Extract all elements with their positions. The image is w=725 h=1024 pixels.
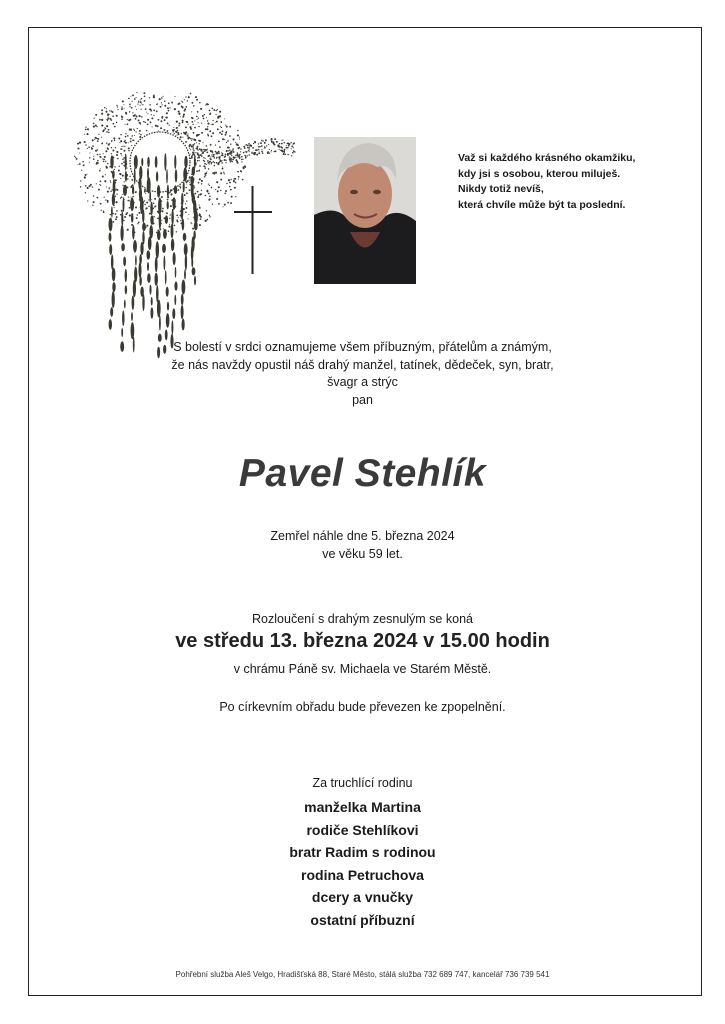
funeral-service-footer: Pohřební služba Aleš Velgo, Hradišťská 88, Staré Město, stálá služba 732 689 747, kancelář 736 739 541: [175, 970, 550, 979]
poem-line: Važ si každého krásného okamžiku,: [458, 152, 636, 164]
mourner-name: bratr Radim s rodinou: [289, 844, 436, 860]
mourner-name: manželka Martina: [304, 799, 421, 815]
mourners-list: [0, 796, 725, 931]
cross-icon: [232, 186, 274, 274]
ceremony-intro: Rozloučení s drahým zesnulým se koná: [252, 612, 473, 626]
mourner-name: rodiče Stehlíkovi: [306, 821, 419, 838]
ceremony-datetime: ve středu 13. března 2024 v 15.00 hodin: [175, 630, 550, 652]
deceased-name: Pavel Stehlík: [238, 452, 487, 495]
announcement-line: S bolestí v srdci oznamujeme všem příbuzným, přátelům a známým,: [173, 340, 552, 354]
announcement-text: [0, 339, 725, 409]
announcement-line: švagr a strýc: [327, 375, 398, 389]
ceremony-place: v chrámu Páně sv. Michaela ve Starém Městě.: [233, 662, 492, 676]
mourner-name: ostatní příbuzní: [310, 911, 415, 928]
mourners-intro: Za truchlící rodinu: [312, 776, 413, 790]
mourner-name: dcery a vnučky: [311, 889, 414, 905]
announcement-line: pan: [352, 392, 373, 407]
poem-quote: [458, 151, 635, 213]
poem-line: Nikdy totiž nevíš,: [458, 183, 544, 195]
death-date: Zemřel náhle dne 5. března 2024: [270, 529, 455, 543]
portrait-photo: [314, 137, 416, 284]
poem-line: kdy jsi s osobou, kterou miluješ.: [458, 167, 621, 180]
announcement-line: že nás navždy opustil náš drahý manžel, tatínek, dědeček, syn, bratr,: [171, 357, 554, 372]
poem-line: která chvíle může být ta poslední.: [458, 198, 626, 211]
death-age: ve věku 59 let.: [322, 546, 403, 561]
death-info: [0, 528, 725, 563]
ceremony-note: Po církevním obřadu bude převezen ke zpopelnění.: [219, 700, 506, 714]
mourner-name: rodina Petruchova: [301, 866, 424, 883]
